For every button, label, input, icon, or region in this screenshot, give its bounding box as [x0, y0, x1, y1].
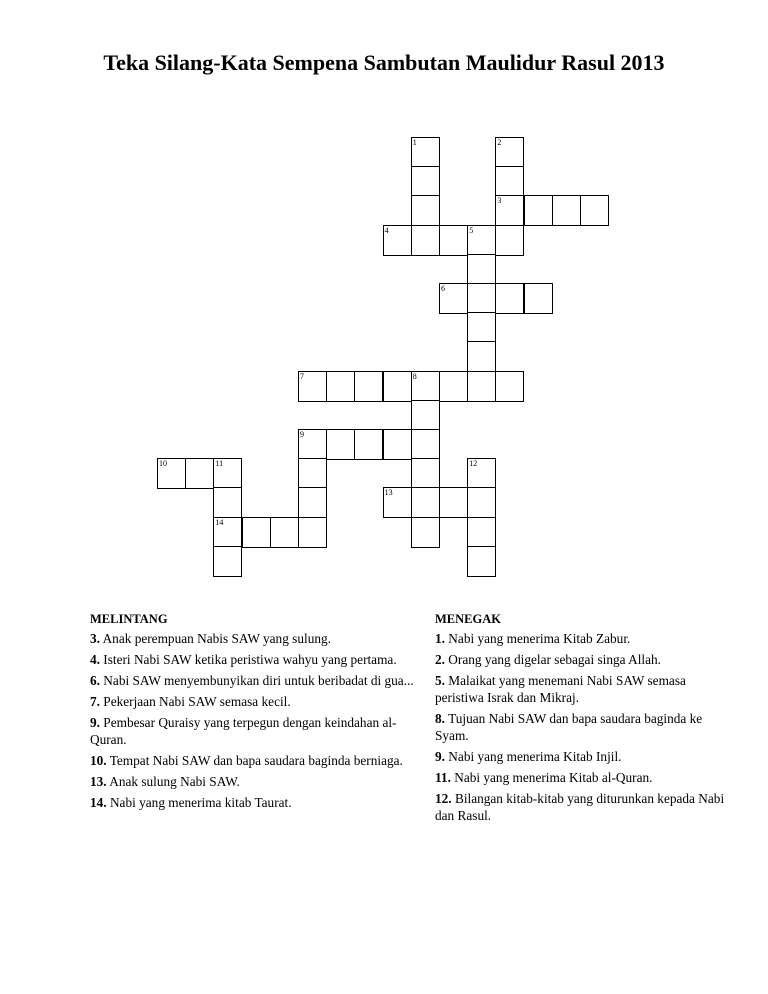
down-clue-list — [435, 630, 735, 824]
crossword-cell — [298, 487, 327, 518]
crossword-cell — [580, 195, 609, 226]
cell-number: 11 — [215, 459, 224, 469]
crossword-cell — [495, 371, 524, 402]
crossword-cell — [467, 517, 496, 548]
clue-number: 10. — [90, 753, 107, 768]
crossword-cell — [298, 458, 327, 489]
clue-text: Nabi yang menerima Kitab Injil. — [444, 749, 622, 764]
cell-number: 1 — [412, 138, 417, 147]
down-heading: MENEGAK — [435, 612, 501, 626]
crossword-cell — [298, 429, 327, 460]
clue-item — [90, 794, 425, 811]
crossword-cell — [185, 458, 214, 489]
crossword-cell — [495, 283, 524, 314]
crossword-cell — [467, 225, 496, 256]
clue-text: Tujuan Nabi SAW dan bapa saudara baginda ke Syam. — [435, 711, 703, 743]
crossword-cell — [495, 225, 524, 256]
crossword-cell — [213, 487, 242, 518]
clue-item — [435, 651, 735, 668]
cell-number: 12 — [469, 459, 478, 469]
clue-number: 4. — [90, 652, 100, 667]
crossword-cell — [495, 137, 524, 168]
clue-item — [90, 651, 425, 668]
across-clue-list — [90, 630, 425, 811]
clue-number: 9. — [435, 749, 445, 764]
crossword-cell — [524, 283, 553, 314]
crossword-cell — [439, 487, 468, 518]
clue-text: Nabi yang menerima Kitab al-Quran. — [450, 770, 653, 785]
clue-text: Pekerjaan Nabi SAW semasa kecil. — [99, 694, 291, 709]
clue-item — [90, 714, 425, 748]
crossword-cell — [467, 341, 496, 372]
crossword-cell — [467, 371, 496, 402]
crossword-cell — [298, 371, 327, 402]
crossword-cell — [439, 371, 468, 402]
clue-text: Isteri Nabi SAW ketika peristiwa wahyu yang pertama. — [99, 652, 397, 667]
crossword-cell — [157, 458, 186, 489]
crossword-cell — [383, 429, 412, 460]
clue-number: 11. — [435, 770, 451, 785]
clue-item — [90, 672, 425, 689]
clue-item — [435, 748, 735, 765]
crossword-cell — [467, 546, 496, 577]
clue-item — [90, 752, 425, 769]
clue-text: Nabi SAW menyembunyikan diri untuk beribadat di gua... — [99, 673, 414, 688]
across-clues — [90, 611, 425, 815]
clue-number: 5. — [435, 673, 445, 688]
cell-number: 10 — [159, 459, 167, 469]
crossword-cell — [383, 487, 412, 518]
clue-number: 3. — [90, 631, 100, 646]
crossword-cell — [213, 458, 242, 489]
crossword-cell — [213, 546, 242, 577]
crossword-cell — [411, 400, 440, 431]
cell-number: 14 — [215, 517, 224, 527]
clue-text: Bilangan kitab-kitab yang diturunkan kepada Nabi dan Rasul. — [435, 791, 725, 823]
cell-number: 5 — [469, 225, 474, 235]
clue-item — [90, 630, 425, 647]
crossword-cell — [411, 517, 440, 548]
clue-text: Nabi yang menerima Kitab Zabur. — [444, 631, 631, 646]
clue-text: Anak perempuan Nabis SAW yang sulung. — [99, 631, 331, 646]
down-clues — [435, 611, 735, 828]
crossword-cell — [383, 371, 412, 402]
cell-number: 13 — [384, 488, 393, 498]
crossword-cell — [524, 195, 553, 226]
across-heading: MELINTANG — [90, 612, 168, 626]
clue-text: Tempat Nabi SAW dan bapa saudara baginda berniaga. — [106, 753, 403, 768]
crossword-cell — [354, 371, 383, 402]
clue-item — [435, 790, 735, 824]
crossword-cell — [411, 429, 440, 460]
crossword-cell — [383, 225, 412, 256]
clue-number: 14. — [90, 795, 107, 810]
cell-number: 9 — [300, 430, 304, 439]
crossword-cell — [411, 225, 440, 256]
crossword-cell — [495, 195, 524, 226]
clue-item — [435, 672, 735, 706]
clue-number: 9. — [90, 715, 100, 730]
clue-number: 6. — [90, 673, 100, 688]
page-title: Teka Silang-Kata Sempena Sambutan Maulidur Rasul 2013 — [103, 50, 665, 75]
clue-item — [90, 693, 425, 710]
cell-number: 6 — [441, 284, 445, 293]
clue-item — [435, 769, 735, 786]
crossword-cell — [411, 371, 440, 402]
cell-number: 4 — [384, 225, 389, 235]
crossword-cell — [411, 166, 440, 197]
crossword-cell — [411, 137, 440, 168]
cell-number: 3 — [497, 196, 502, 206]
crossword-cell — [354, 429, 383, 460]
crossword-cell — [326, 371, 355, 402]
crossword-cell — [467, 283, 496, 314]
crossword-cell — [439, 283, 468, 314]
crossword-cell — [298, 517, 327, 548]
clue-item — [435, 630, 735, 647]
crossword-cell — [467, 458, 496, 489]
clue-number: 13. — [90, 774, 107, 789]
cell-number: 2 — [497, 138, 502, 147]
crossword-cell — [439, 225, 468, 256]
clue-number: 12. — [435, 791, 452, 806]
clue-number: 1. — [435, 631, 445, 646]
clue-number: 2. — [435, 652, 445, 667]
crossword-cell — [411, 487, 440, 518]
clue-number: 8. — [435, 711, 445, 726]
clue-text: Nabi yang menerima kitab Taurat. — [106, 795, 292, 810]
crossword-cell — [467, 487, 496, 518]
clue-item — [435, 710, 735, 744]
crossword-cell — [495, 166, 524, 197]
cell-number: 8 — [412, 371, 417, 381]
crossword-cell — [270, 517, 299, 548]
clue-text: Malaikat yang menemani Nabi SAW semasa peristiwa Israk dan Mikraj. — [435, 673, 686, 705]
crossword-cell — [326, 429, 355, 460]
crossword-cell — [411, 195, 440, 226]
crossword-cell — [467, 312, 496, 343]
crossword-cell — [552, 195, 581, 226]
clue-item — [90, 773, 425, 790]
clue-text: Orang yang digelar sebagai singa Allah. — [444, 652, 661, 667]
cell-number: 7 — [300, 371, 304, 381]
clue-number: 7. — [90, 694, 100, 709]
crossword-cell — [242, 517, 271, 548]
crossword-cell — [411, 458, 440, 489]
clue-text: Anak sulung Nabi SAW. — [106, 774, 240, 789]
clue-text: Pembesar Quraisy yang terpegun dengan keindahan al-Quran. — [90, 715, 397, 747]
crossword-cell — [467, 254, 496, 285]
crossword-cell — [213, 517, 242, 548]
